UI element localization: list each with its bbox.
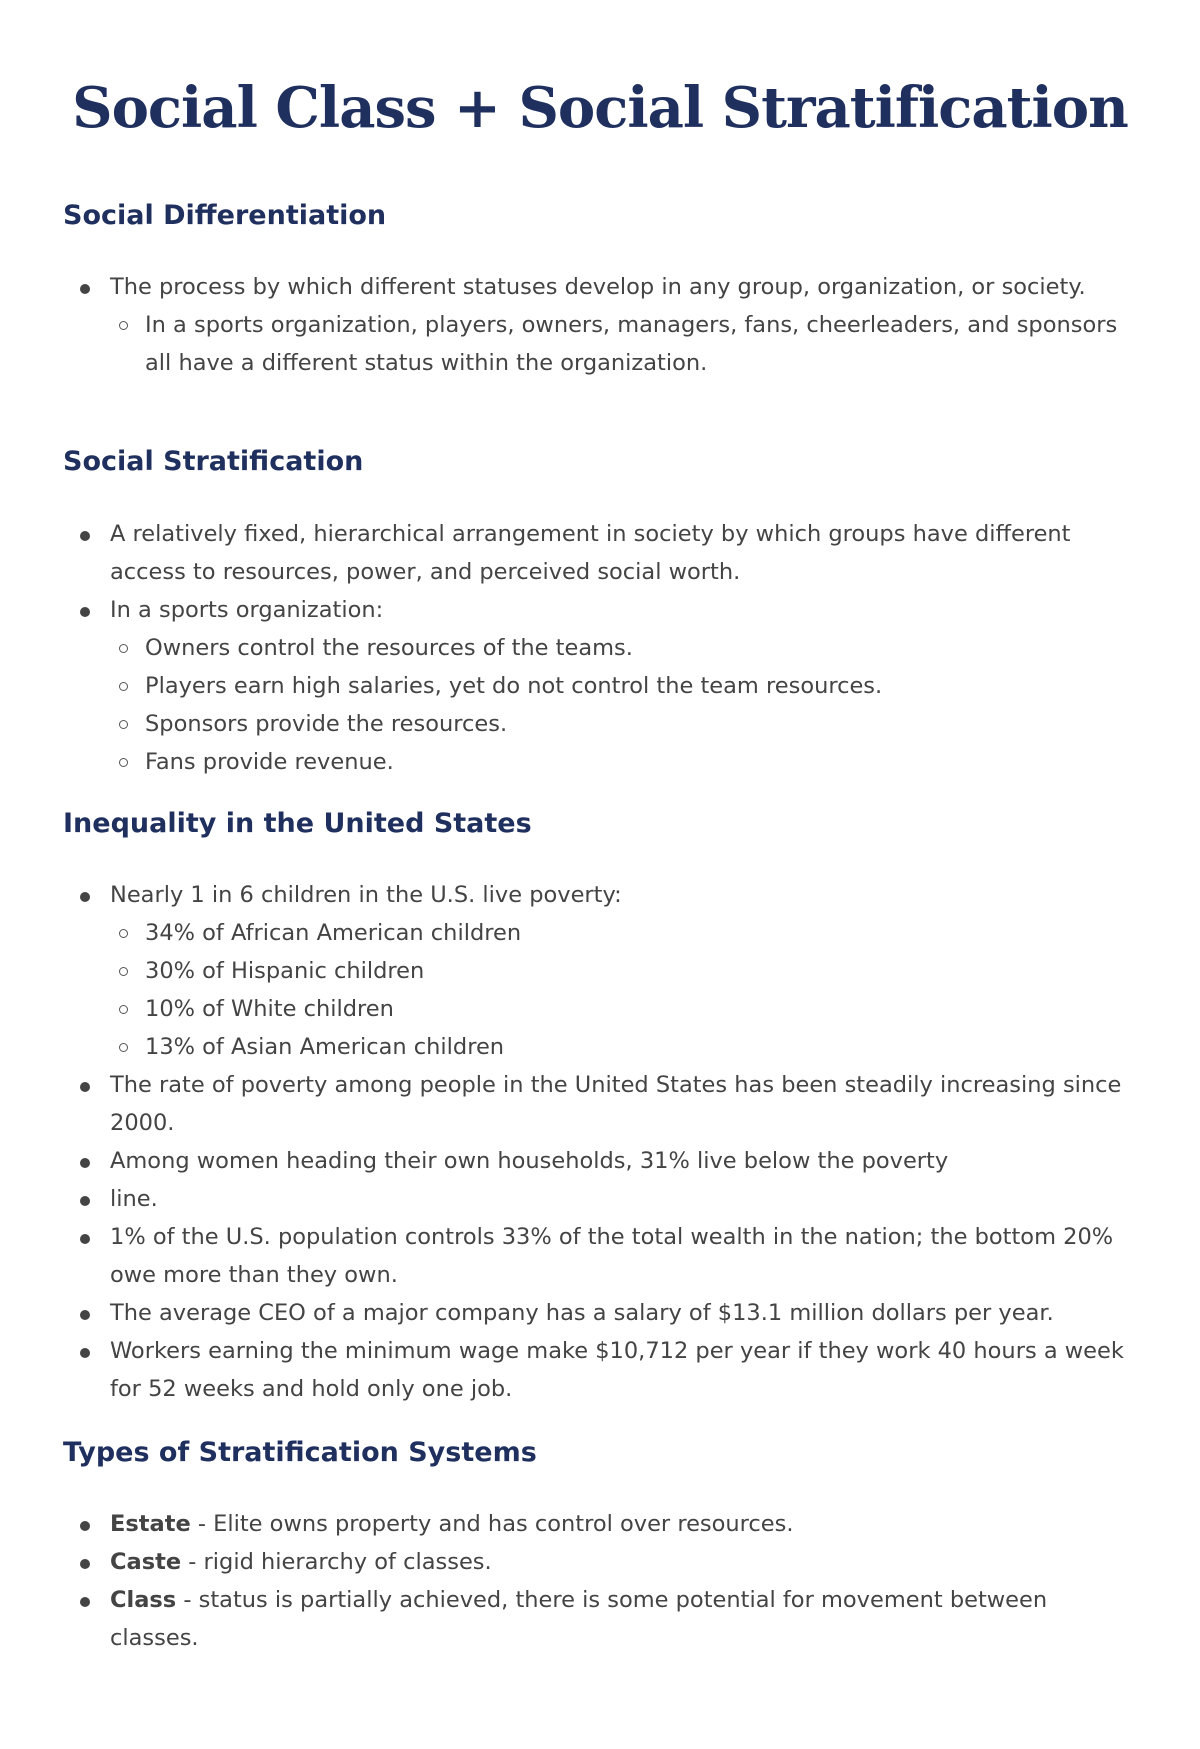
sub-list-item-text: Players earn high salaries, yet do not control the team resources. [145,673,883,699]
section-list-social-differentiation [0,268,1200,382]
list-item-text: line. [110,1186,158,1212]
bullet-circle-icon [119,682,128,691]
bullet-dot-icon [80,1597,90,1607]
list-item-text: The process by which different statuses develop in any group, organization, or society. [110,274,1086,300]
list-item [0,1180,1200,1218]
list-item-text: Nearly 1 in 6 children in the U.S. live poverty: [110,882,622,908]
page-title: Social Class + Social Stratification [72,75,1128,141]
sub-list-item-text: 10% of White children [145,996,394,1022]
bullet-dot-icon [80,1082,90,1092]
list-item [0,591,1200,781]
bullet-circle-icon [119,758,128,767]
sub-list-item [110,629,1130,667]
sub-list-item [110,990,1130,1028]
term-definition: - status is partially achieved, there is some potential for movement between classes. [110,1587,1048,1651]
bullet-circle-icon [119,1005,128,1014]
list-item [0,1142,1200,1180]
list-item [0,1066,1200,1142]
bullet-dot-icon [80,1521,90,1531]
bullet-dot-icon [80,531,90,541]
term-definition: - Elite owns property and has control over resources. [190,1511,794,1537]
list-item-text: The average CEO of a major company has a salary of $13.1 million dollars per year. [110,1300,1054,1326]
bullet-dot-icon [80,892,90,902]
list-item-text: In a sports organization: [110,597,384,623]
section-list-stratification-systems [0,1505,1200,1657]
bullet-dot-icon [80,1234,90,1244]
sub-list-item [110,743,1130,781]
bullet-dot-icon [80,1310,90,1320]
sub-list-item-text: 13% of Asian American children [145,1034,505,1060]
list-item-text: The rate of poverty among people in the United States has been steadily increasing since 2000. [110,1072,1122,1136]
sub-list-item [110,1028,1130,1066]
sub-list-item-text: 30% of Hispanic children [145,958,425,984]
bullet-circle-icon [119,1043,128,1052]
bullet-dot-icon [80,1348,90,1358]
sub-list-item-text: In a sports organization, players, owners, managers, fans, cheerleaders, and sponsors all have a different status within the organization. [145,312,1118,376]
list-item [0,876,1200,1066]
sub-list-item [110,667,1130,705]
sub-list-item [110,952,1130,990]
list-item-text: 1% of the U.S. population controls 33% of the total wealth in the nation; the bottom 20% owe more than they own. [110,1224,1114,1288]
sub-list [110,914,1130,1066]
section-heading-stratification-systems: Types of Stratification Systems [63,1437,537,1468]
bullet-circle-icon [119,929,128,938]
sub-list [110,306,1130,382]
list-item [0,515,1200,591]
sub-list-item-text: Sponsors provide the resources. [145,711,508,737]
list-item [0,1332,1200,1408]
list-item [0,1543,1200,1581]
term-caste: Caste [110,1549,182,1575]
sub-list-item-text: Fans provide revenue. [145,749,394,775]
section-list-social-stratification [0,515,1200,781]
list-item [0,1294,1200,1332]
section-heading-inequality: Inequality in the United States [63,808,532,839]
bullet-circle-icon [119,321,128,330]
bullet-dot-icon [80,607,90,617]
list-item-text: Workers earning the minimum wage make $10,712 per year if they work 40 hours a week for 52 weeks and hold only one job. [110,1338,1124,1402]
term-definition: - rigid hierarchy of classes. [181,1549,492,1575]
list-item [0,268,1200,382]
sub-list-item-text: 34% of African American children [145,920,522,946]
term-class: Class [110,1587,177,1613]
term-estate: Estate [110,1511,191,1537]
section-heading-social-stratification: Social Stratification [63,446,364,477]
list-item-text: Among women heading their own households, 31% live below the poverty [110,1148,949,1174]
bullet-dot-icon [80,284,90,294]
bullet-dot-icon [80,1158,90,1168]
bullet-circle-icon [119,720,128,729]
sub-list-item [110,914,1130,952]
sub-list-item [110,705,1130,743]
bullet-dot-icon [80,1196,90,1206]
sub-list-item [110,306,1130,382]
section-heading-social-differentiation: Social Differentiation [63,200,387,231]
section-list-inequality [0,876,1200,1408]
bullet-circle-icon [119,644,128,653]
list-item [0,1218,1200,1294]
sub-list-item-text: Owners control the resources of the teams. [145,635,633,661]
sub-list [110,629,1130,781]
list-item [0,1505,1200,1543]
list-item-text: A relatively fixed, hierarchical arrangement in society by which groups have different access to resources, power, and perceived social worth. [110,521,1071,585]
list-item [0,1581,1200,1657]
bullet-circle-icon [119,967,128,976]
bullet-dot-icon [80,1559,90,1569]
